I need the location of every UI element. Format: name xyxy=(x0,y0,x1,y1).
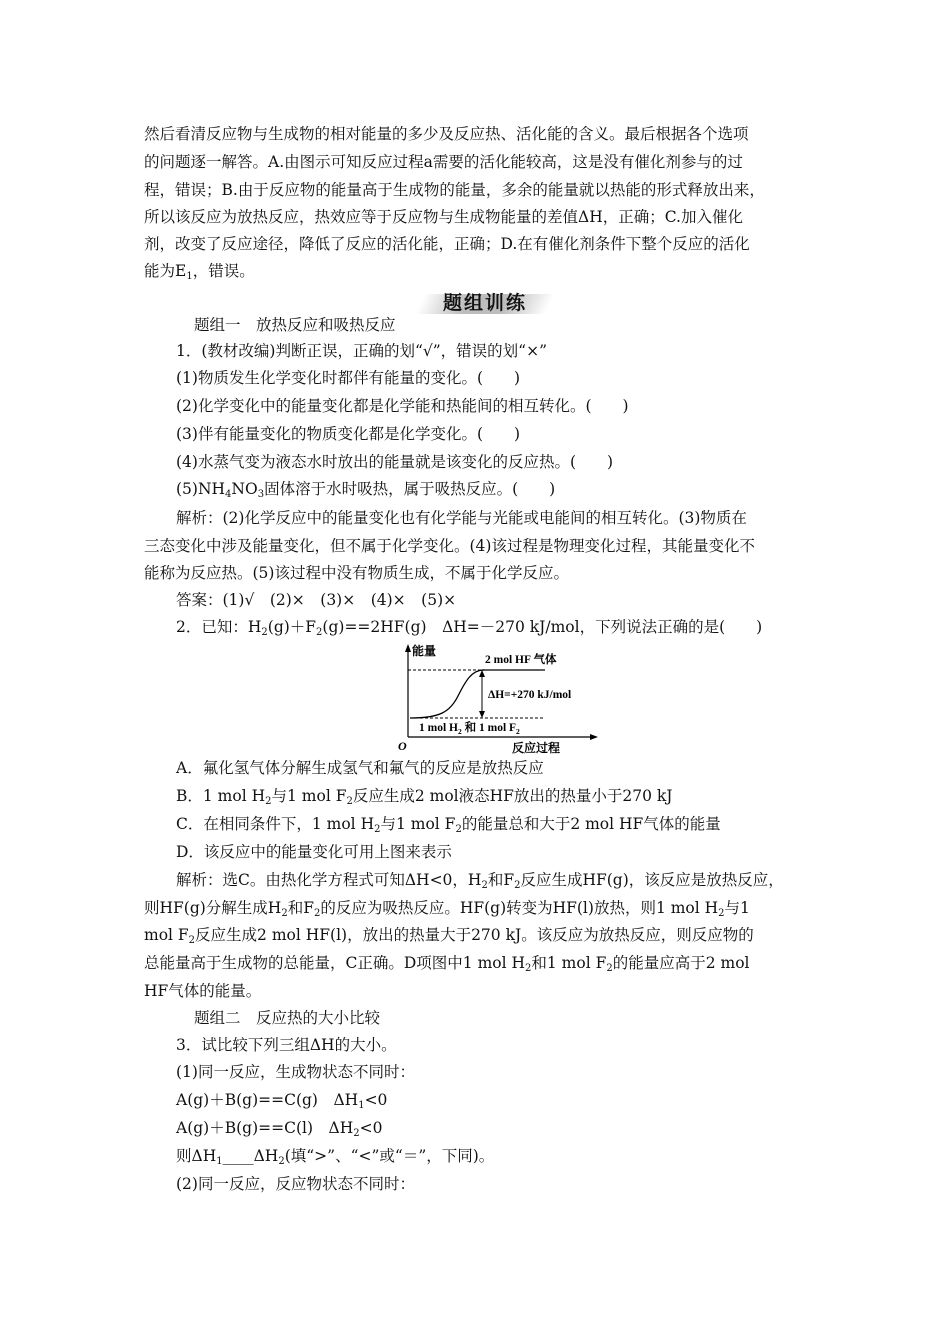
q2-analysis-4: 总能量高于生成物的总能量，C正确。D项图中1 mol $H_2$和1 mol $F_2$的能量应高于2 mol xyxy=(144,954,750,974)
q2-option-b: B．1 mol $H_2$与1 mol $F_2$反应生成2 mol液态HF放出的热量小于270 kJ xyxy=(176,787,673,807)
q2-analysis-5: HF气体的能量。 xyxy=(144,982,262,1000)
q1-item-5: $(5)NH_4NO_3$固体溶于水时吸热，属于吸热反应。( ) xyxy=(176,480,556,500)
group2-title: 题组二 反应热的大小比较 xyxy=(194,1009,381,1027)
y-axis-label: 能量 xyxy=(412,644,437,658)
intro-line-5: 剂，改变了反应途径，降低了反应的活化能，正确；D.在有催化剂条件下整个反应的活化 xyxy=(144,235,750,253)
section-heading xyxy=(420,290,550,316)
origin-label: O xyxy=(398,739,407,753)
q1-item-4: (4)水蒸气变为液态水时放出的能量就是该变化的反应热。( ) xyxy=(176,453,614,471)
energy-diagram xyxy=(370,642,600,757)
q2-option-a: A．氟化氢气体分解生成氢气和氟气的反应是放热反应 xyxy=(176,759,544,777)
q1-analysis-1: 解析：(2)化学反应中的能量变化也有化学能与光能或电能间的相互转化。(3)物质在 xyxy=(176,509,747,527)
intro-line-6: 能为$E_1$，错误。 xyxy=(144,262,255,282)
intro-line-3: 程，错误；B.由于反应物的能量高于生成物的能量，多余的能量就以热能的形式释放出来， xyxy=(144,181,765,199)
intro-line-2: 的问题逐一解答。A.由图示可知反应过程a需要的活化能较高，这是没有催化剂参与的过 xyxy=(144,153,743,171)
q2-analysis-1: 解析：选C。由热化学方程式可知ΔH<0，$H_2$和$F_2$反应生成HF(g)，该反应是放热反应， xyxy=(176,871,784,891)
q1-analysis-2: 三态变化中涉及能量变化，但不属于化学变化。(4)该过程是物理变化过程，其能量变化不 xyxy=(144,537,755,555)
q1-item-2: (2)化学变化中的能量变化都是化学能和热能间的相互转化。( ) xyxy=(176,397,629,415)
energy-curve xyxy=(410,670,484,718)
q3-part2: (2)同一反应，反应物状态不同时： xyxy=(176,1175,415,1193)
q2-option-c: C．在相同条件下，1 mol $H_2$与1 mol $F_2$的能量总和大于2 mol HF气体的能量 xyxy=(176,815,721,835)
q3-equation-2: A(g)＋B(g)==C(l) $\Delta H_2<0$ xyxy=(176,1119,383,1139)
q2-analysis-2: 则HF(g)分解生成$H_2$和$F_2$的反应为吸热反应。HF(g)转变为HF(l)放热，则1 mol $H_2$与1 xyxy=(144,899,750,919)
q2-option-d: D．该反应中的能量变化可用上图来表示 xyxy=(176,843,452,861)
top-level-label: 2 mol HF 气体 xyxy=(485,654,557,666)
delta-arrow-down-head xyxy=(479,711,485,718)
x-axis-label: 反应过程 xyxy=(512,741,561,755)
y-axis-arrow xyxy=(405,644,411,652)
q3-part1: (1)同一反应，生成物状态不同时： xyxy=(176,1063,415,1081)
q1-answer: 答案：(1)√ (2)× (3)× (4)× (5)× xyxy=(176,591,457,609)
q2-analysis-3: mol $F_2$反应生成2 mol HF(l)，放出的热量大于270 kJ。该反应为放热反应，则反应物的 xyxy=(144,926,754,946)
bottom-level-label: 1 mol $H_2$ 和 1 mol $F_2$ xyxy=(419,722,520,736)
group1-title: 题组一 放热反应和吸热反应 xyxy=(194,316,396,334)
q1-item-3: (3)伴有能量变化的物质变化都是化学变化。( ) xyxy=(176,425,521,443)
delta-h-label: ΔH=+270 kJ/mol xyxy=(488,689,572,701)
intro-line-4: 所以该反应为放热反应，热效应等于反应物与生成物能量的差值ΔH，正确；C.加入催化 xyxy=(144,208,743,226)
q1-item-1: (1)物质发生化学变化时都伴有能量的变化。( ) xyxy=(176,369,521,387)
q3-equation-1: A(g)＋B(g)==C(g) $\Delta H_1<0$ xyxy=(176,1091,388,1111)
intro-line-1: 然后看清反应物与生成物的相对能量的多少及反应热、活化能的含义。最后根据各个选项 xyxy=(144,125,749,143)
q1-analysis-3: 能称为反应热。(5)该过程中没有物质生成，不属于化学反应。 xyxy=(144,564,569,582)
q1-stem: 1．(教材改编)判断正误，正确的划“√”，错误的划“×” xyxy=(176,342,548,360)
q2-stem: 2．已知：$H_2(g)+F_2(g)==2HF(g)$ ΔH=－270 kJ/mol，下列说法正确的是( ) xyxy=(176,618,763,638)
q3-stem: 3．试比较下列三组ΔH的大小。 xyxy=(176,1036,397,1054)
section-heading-text: 题组训练 xyxy=(442,292,527,314)
q3-comparison: 则$\Delta H_1\_\_\_\_\Delta H_2$(填“>”、“<”或“＝”，下同)。 xyxy=(176,1147,495,1167)
x-axis-arrow xyxy=(590,734,598,740)
